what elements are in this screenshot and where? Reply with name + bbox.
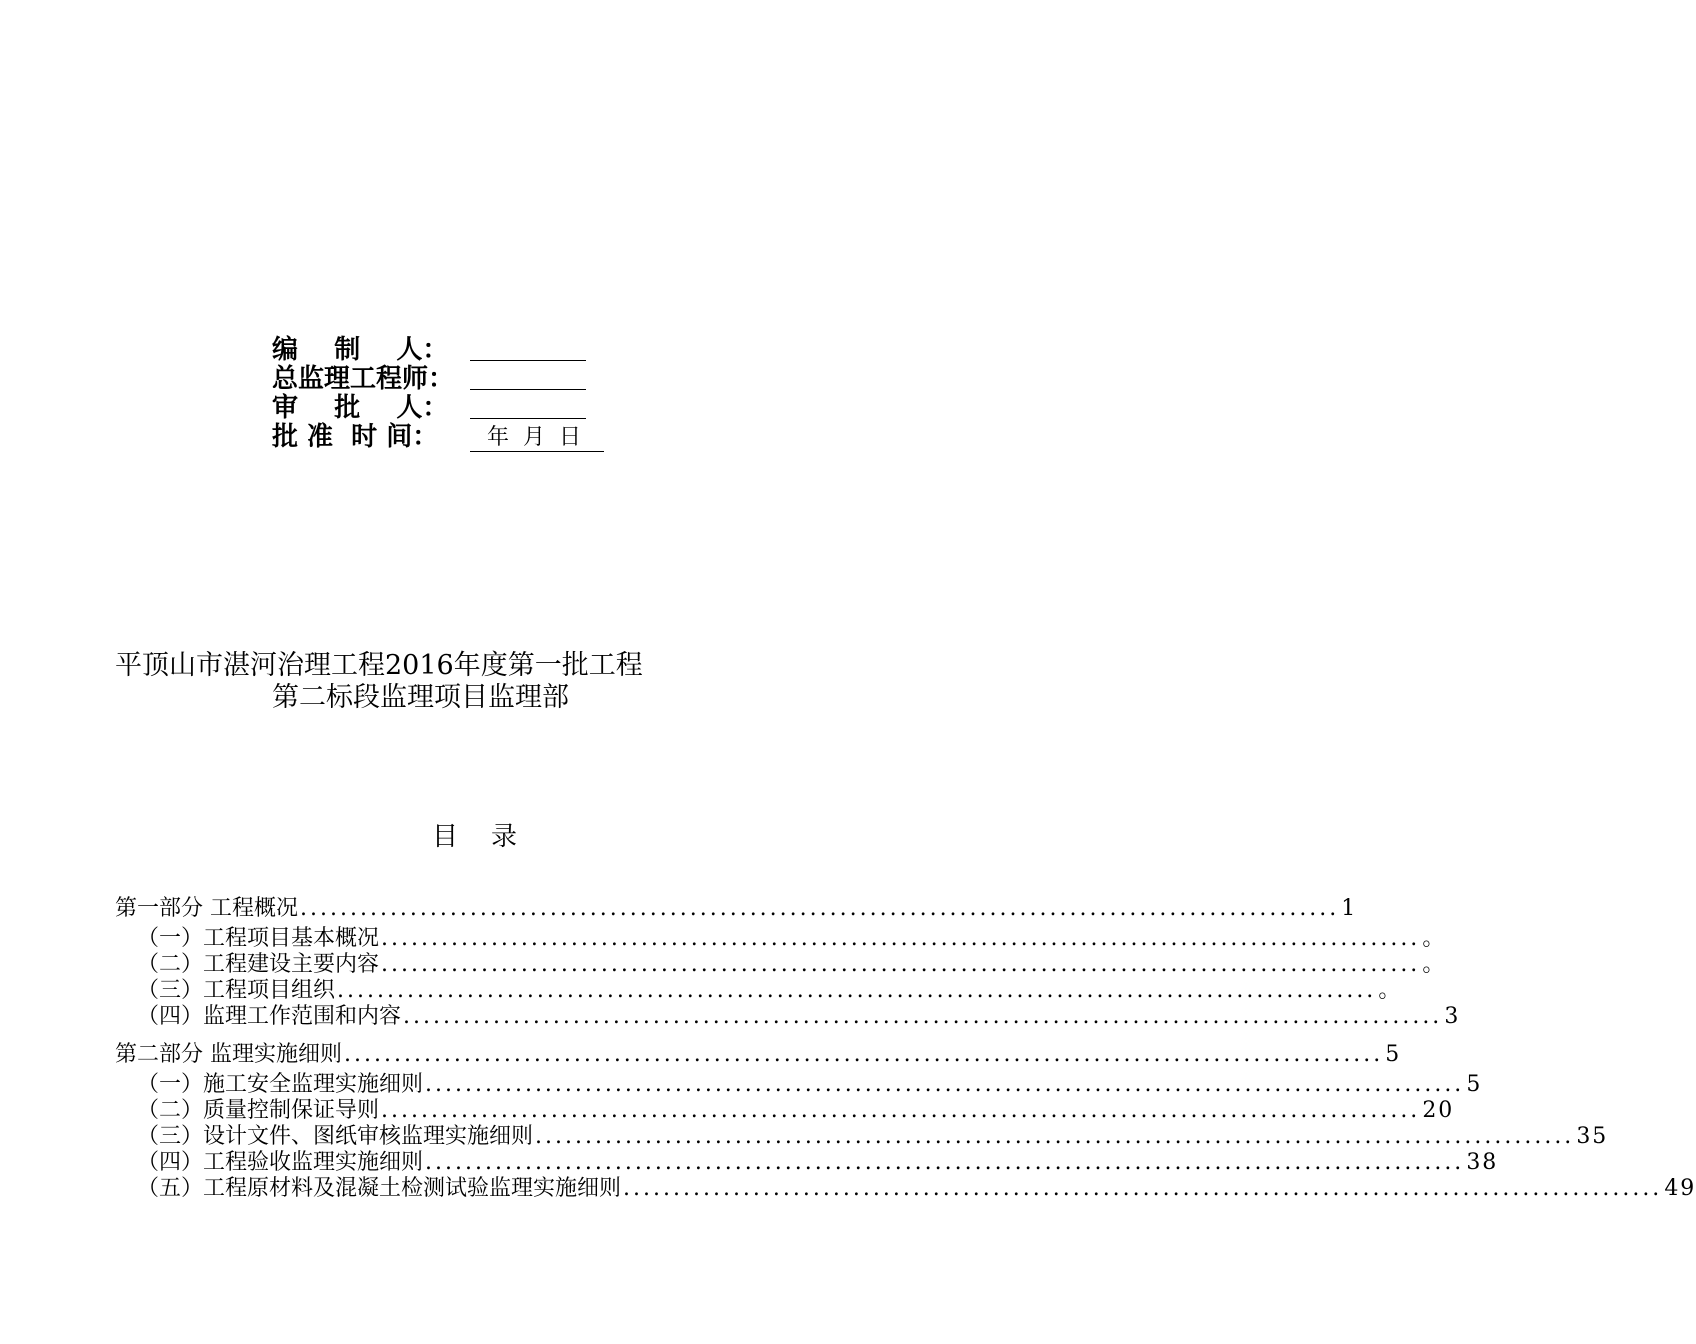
toc-entry-title: （二）工程建设主要内容 [137, 952, 380, 977]
toc-entry-title: （三）工程项目组织 [137, 978, 336, 1003]
toc-entry-page: 。 [1378, 978, 1403, 1003]
signature-row-compiler [272, 336, 672, 365]
toc-section-2-4 [115, 1150, 1499, 1176]
toc-entry-page: 5 [1466, 1072, 1483, 1097]
toc-leader-dots: ........................................................................................................ [337, 978, 1377, 1003]
toc-leader-dots: ........................................................................................................ [344, 1042, 1384, 1067]
toc-entry-page: 5 [1385, 1042, 1402, 1067]
approver-blank-line [470, 394, 586, 419]
toc-entry-title: （一）施工安全监理实施细则 [137, 1072, 424, 1097]
toc-section-1-2 [115, 952, 1447, 978]
toc-entry-title: （二）质量控制保证导则 [137, 1098, 380, 1123]
toc-leader-dots: ........................................................................................................ [403, 1004, 1443, 1029]
toc-entry-page: 35 [1576, 1124, 1609, 1149]
approval-date-field: 年 月 日 [470, 425, 604, 452]
chief-engineer-blank-line [470, 365, 586, 390]
toc-entry-page: 。 [1422, 926, 1447, 951]
approval-date-label: 批 准 时 间： [272, 422, 439, 452]
chief-engineer-label: 总监理工程师： [272, 364, 455, 394]
toc-part-2 [115, 1038, 1402, 1072]
toc-entry-page: 38 [1466, 1150, 1499, 1175]
toc-leader-dots: ........................................................................................................ [535, 1124, 1575, 1149]
toc-entry-title: （三）设计文件、图纸审核监理实施细则 [137, 1124, 534, 1149]
toc-entry-page: 。 [1422, 952, 1447, 977]
toc-entry-title: （一）工程项目基本概况 [137, 926, 380, 951]
toc-leader-dots: ........................................................................................................ [381, 952, 1421, 977]
toc-section-2-1 [115, 1072, 1483, 1098]
compiler-label: 编 制 人： [272, 335, 449, 365]
toc-entry-page: 1 [1341, 896, 1358, 921]
toc-gap [115, 1030, 840, 1038]
toc-section-2-3 [115, 1124, 1609, 1150]
toc-entry-title: 第二部分 监理实施细则 [115, 1042, 342, 1067]
toc-entry-title: 第一部分 工程概况 [115, 896, 298, 921]
organization-name-line-2: 第二标段监理项目监理部 [272, 682, 569, 713]
toc-part-1 [115, 892, 1358, 926]
toc-section-1-1 [115, 926, 1447, 952]
toc-section-2-5 [115, 1176, 1696, 1202]
signature-row-chief-engineer [272, 365, 672, 394]
toc-leader-dots: ........................................................................................................ [381, 1098, 1421, 1123]
toc-entry-title: （四）工程验收监理实施细则 [137, 1150, 424, 1175]
toc-leader-dots: ........................................................................................................ [425, 1072, 1465, 1097]
toc-leader-dots: ........................................................................................................ [425, 1150, 1465, 1175]
signature-row-approval-date [272, 423, 672, 452]
toc-title: 目 录 [432, 822, 518, 852]
toc-section-2-2 [115, 1098, 1455, 1124]
toc-entry-page: 20 [1422, 1098, 1455, 1123]
signature-block [272, 336, 672, 452]
toc-leader-dots: ........................................................................................................ [623, 1176, 1663, 1201]
compiler-blank-line [470, 336, 586, 361]
approver-label: 审 批 人： [272, 393, 449, 423]
toc-section-1-3 [115, 978, 1403, 1004]
signature-row-approver [272, 394, 672, 423]
toc-entry-page: 3 [1444, 1004, 1461, 1029]
toc-entry-title: （四）监理工作范围和内容 [137, 1004, 402, 1029]
toc-leader-dots: ........................................................................................................ [300, 896, 1340, 921]
toc-section-1-4 [115, 1004, 1461, 1030]
toc-entry-title: （五）工程原材料及混凝土检测试验监理实施细则 [137, 1176, 622, 1201]
toc-leader-dots: ........................................................................................................ [381, 926, 1421, 951]
organization-name-line-1: 平顶山市湛河治理工程2016年度第一批工程 [115, 650, 643, 681]
toc-entry-page: 49 [1664, 1176, 1696, 1201]
table-of-contents [115, 892, 1696, 1202]
